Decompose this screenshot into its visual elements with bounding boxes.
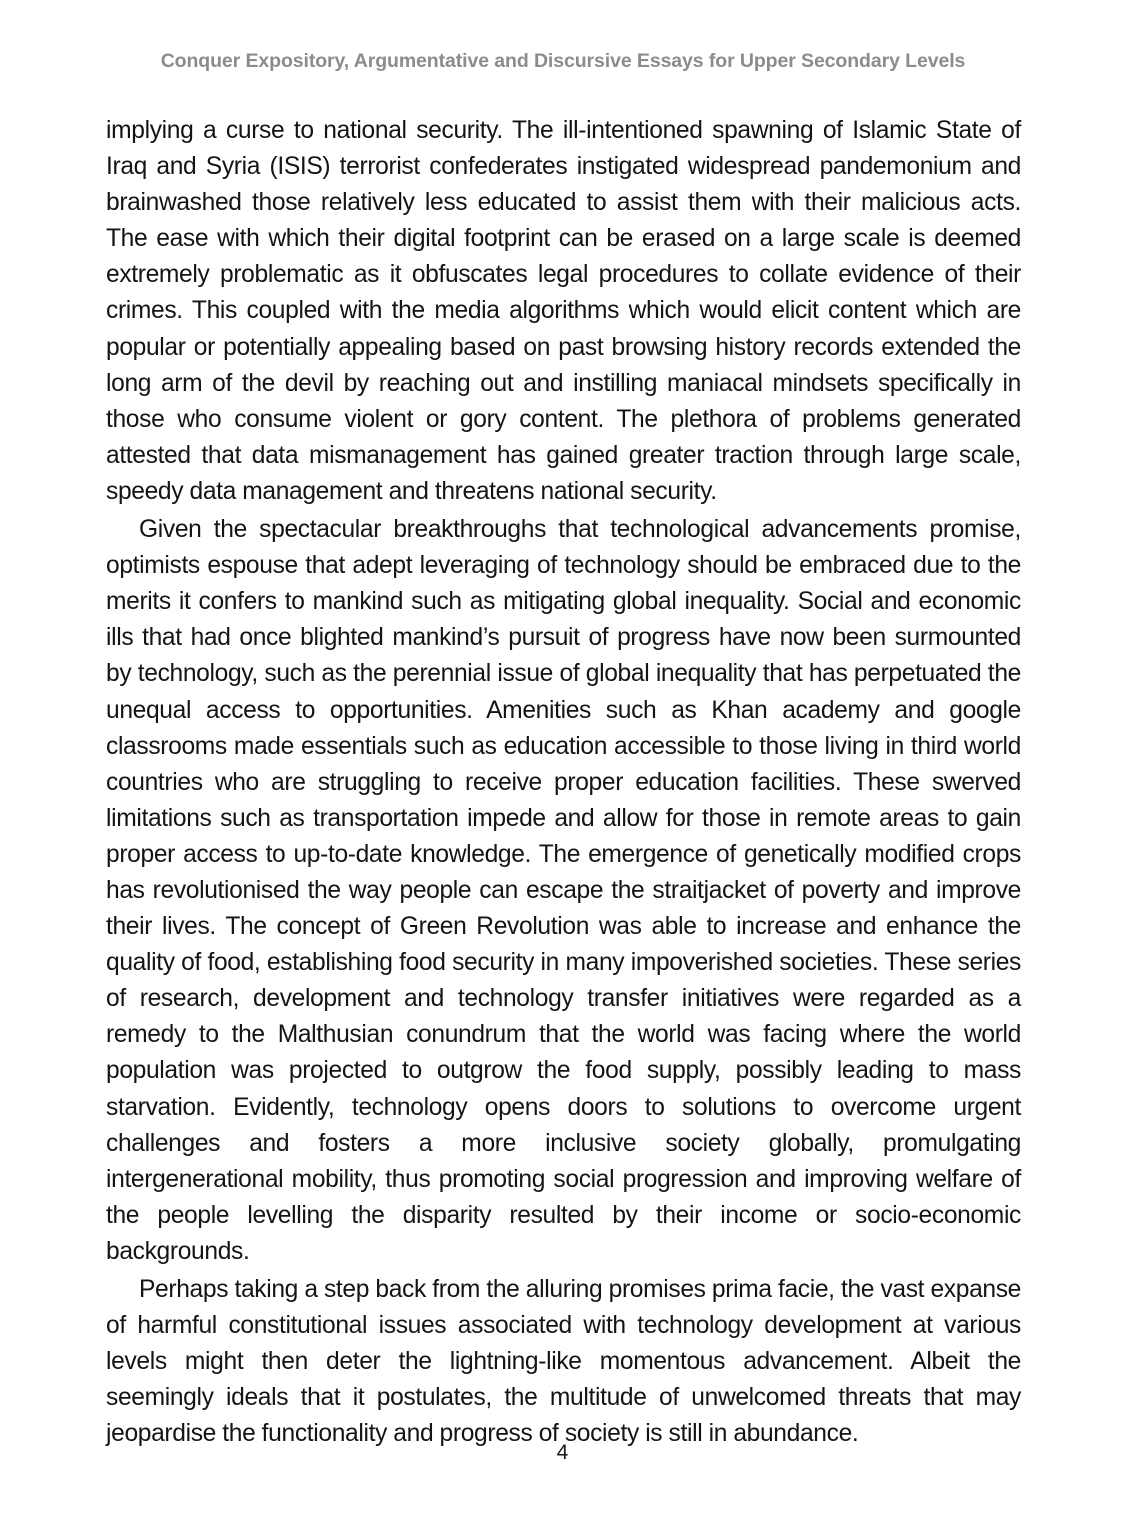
body-paragraph: Given the spectacular breakthroughs that technological advancements promise, optimists espouse that adept leveraging of technology should be embraced due to the merits it confers to mankind such as mitigating global inequality. Social and economic ills that had once blighted mankind’s pursuit of progress have now been surmounted by technology, such as the perennial issue of global inequality that has perpetuated the unequal access to opportunities. Amenities such as Khan academy and google classrooms made essentials such as education accessible to those living in third world countries who are struggling to receive proper education facilities. These swerved limitations such as transportation impede and allow for those in remote areas to gain proper access to up-to-date knowledge. The emergence of genetically modified crops has revolutionised the way people can escape the straitjacket of poverty and improve their lives. The concept of Green Revolution was able to increase and enhance the quality of food, establishing food security in many impoverished societies. These series of research, development and technology transfer initiatives were regarded as a remedy to the Malthusian conundrum that the world was facing where the world population was projected to outgrow the food supply, possibly leading to mass starvation. Evidently, technology opens doors to solutions to overcome urgent challenges and fosters a more inclusive society globally, promulgating intergenerational mobility, thus promoting social progression and improving welfare of the people levelling the disparity resulted by their income or socio-economic backgrounds. [106, 516, 1021, 1265]
body-text-column [106, 113, 1021, 1452]
body-paragraph: implying a curse to national security. The ill-intentioned spawning of Islamic State of Iraq and Syria (ISIS) terrorist confederates instigated widespread pandemonium and brainwashed those relatively less educated to assist them with their malicious acts. The ease with which their digital footprint can be erased on a large scale is deemed extremely problematic as it obfuscates legal procedures to collate evidence of their crimes. This coupled with the media algorithms which would elicit content which are popular or potentially appealing based on past browsing history records extended the long arm of the devil by reaching out and instilling maniacal mindsets specifically in those who consume violent or gory content. The plethora of problems generated attested that data mismanagement has gained greater traction through large scale, speedy data management and threatens national security. [106, 117, 1021, 505]
running-head: Conquer Expository, Argumentative and Discursive Essays for Upper Secondary Levels [160, 50, 966, 72]
page-number: 4 [556, 1441, 569, 1464]
body-paragraph: Perhaps taking a step back from the alluring promises prima facie, the vast expanse of harmful constitutional issues associated with technology development at various levels might then deter the lightning-like momentous advancement. Albeit the seemingly ideals that it postulates, the multitude of unwelcomed threats that may jeopardise the functionality and progress of society is still in abundance. [106, 1276, 1021, 1448]
